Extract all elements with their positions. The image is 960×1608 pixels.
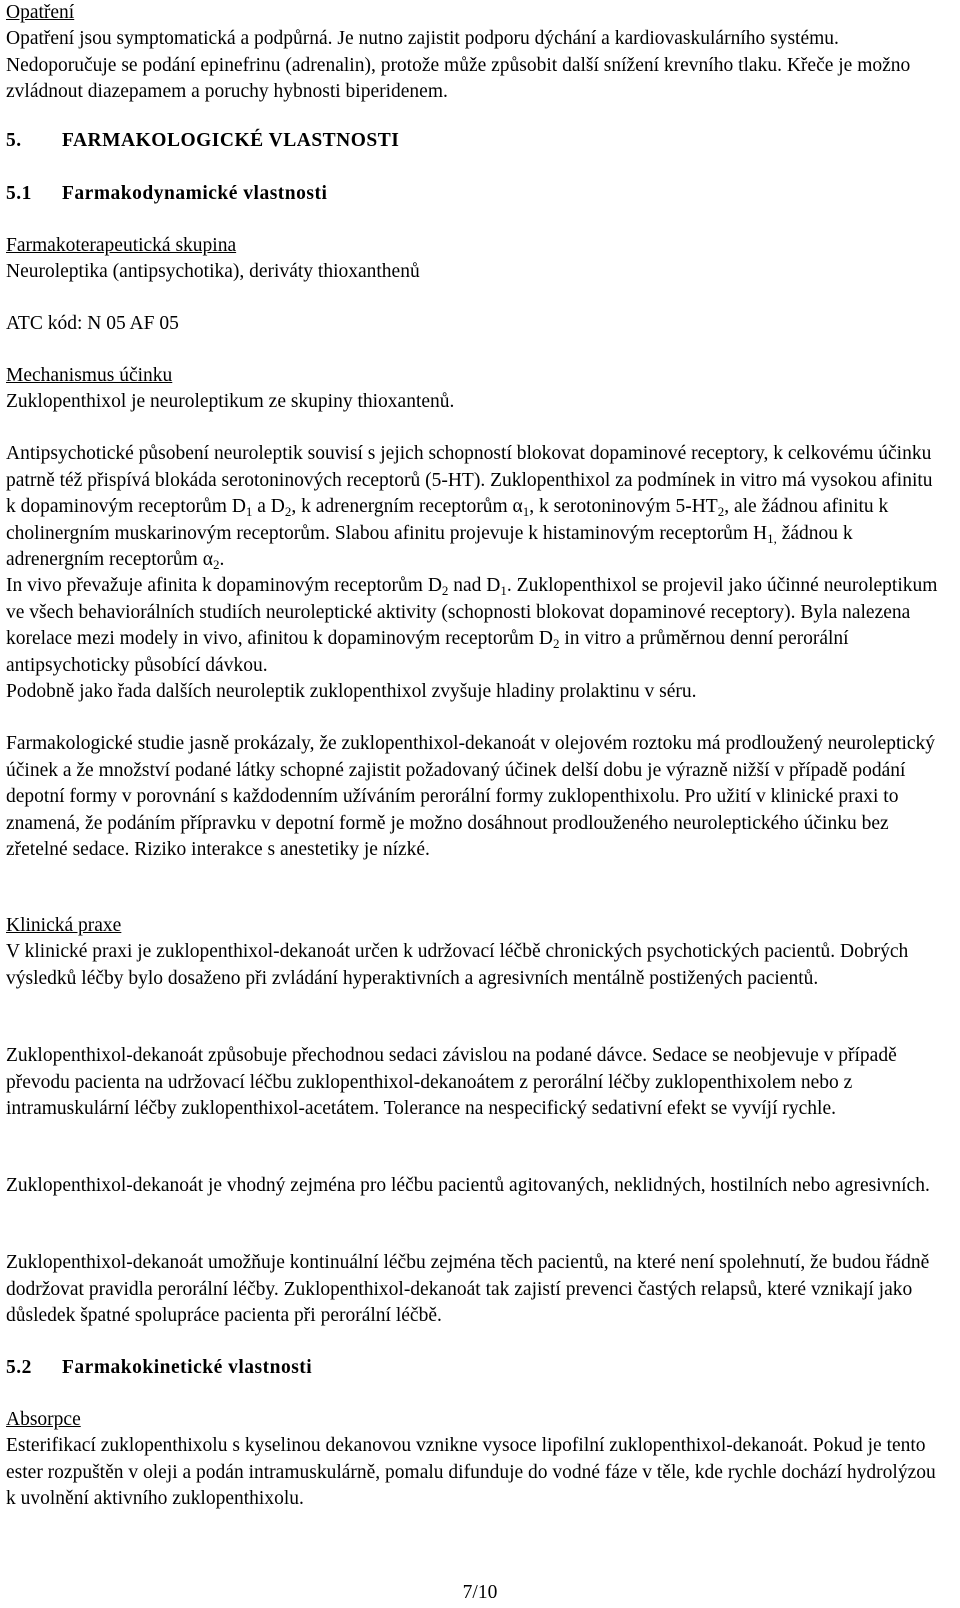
label-mechanismus-ucinku: Mechanismus účinku — [6, 365, 173, 386]
text-run: , k adrenergním receptorům α — [291, 496, 523, 517]
section-number: 5.1 — [6, 183, 32, 204]
atc-code: ATC kód: N 05 AF 05 — [6, 313, 179, 334]
section-heading-5-1 — [6, 181, 946, 208]
subscript: 1 — [245, 504, 253, 519]
paragraph-klinicka-praxe: V klinické praxi je zuklopenthixol-dekanoát určen k udržovací léčbě chronických psychotických pacientů. Dobrých výsledků léčby bylo dosaženo při zvládání hyperaktivních a agresivních mentálně postižených pacientů. — [6, 941, 909, 989]
text-run: , k serotoninovým 5-HT — [529, 496, 718, 517]
paragraph-sedace: Zuklopenthixol-dekanoát způsobuje přechodnou sedaci závislou na podané dávce. Sedace se neobjevuje v případě převodu pacienta na udržovací léčbu zuklopenthixol-dekanoátem z perorální léčby zuklopenthixolem nebo z intramuskulární léčby zuklopenthixol-acetátem. Tolerance na nespecifický sedativní efekt se vyvíjí rychle. — [6, 1045, 897, 1119]
text-run: in vitro a průměrnou denní perorální antipsychoticky působící dávkou. — [6, 628, 849, 676]
subscript: 2 — [552, 636, 560, 651]
page-number: 7/10 — [462, 1582, 498, 1603]
paragraph-in-vivo — [6, 573, 946, 706]
label-farmakoterapeuticka-skupina: Farmakoterapeutická skupina — [6, 235, 237, 256]
subscript: 2 — [441, 583, 449, 598]
subscript: 2 — [284, 504, 292, 519]
subscript: 2 — [212, 557, 220, 572]
text-run: žádnou k adrenergním receptorům α — [6, 522, 853, 570]
value-farmakoterapeuticka-skupina: Neuroleptika (antipsychotika), deriváty thioxanthenů — [6, 261, 420, 282]
paragraph-absorpce: Esterifikací zuklopenthixolu s kyselinou dekanovou vznikne vysoce lipofilní zuklopenthixol-dekanoát. Pokud je tento ester rozpuštěn v oleji a podán intramuskulárně, pomalu difunduje do vodné fáze v těle, kde rychle dochází hydrolýzou k uvolnění aktivního zuklopenthixolu. — [6, 1435, 936, 1509]
text-run: a D — [252, 496, 285, 517]
subscript: 1 — [522, 504, 530, 519]
text-run: Antipsychotické působení neuroleptik souvisí s jejich schopností blokovat dopaminové receptory, k celkovému účinku patrně též přispívá blokáda serotoninových receptorů (5-HT). Zuklopenthixol za podmínek in vitro má vysokou afinitu k dopaminovým receptorům D — [6, 443, 933, 517]
paragraph-vhodny: Zuklopenthixol-dekanoát je vhodný zejména pro léčbu pacientů agitovaných, neklidných, hostilních nebo agresivních. — [6, 1175, 930, 1196]
section-title: Farmakodynamické vlastnosti — [62, 183, 328, 204]
paragraph-antipsychoticke-pusobeni — [6, 441, 946, 574]
text-run: , ale žádnou afinitu k cholinergním muskarinovým receptorům. Slabou afinitu projevuje k histaminovým receptorům H — [6, 496, 889, 544]
section-heading-5-2 — [6, 1355, 946, 1382]
paragraph-farmakologicke-studie: Farmakologické studie jasně prokázaly, že zuklopenthixol-dekanoát v olejovém roztoku má prodloužený neuroleptický účinek a že množství podané látky schopné zajistit požadovaný účinek delší dobu je výrazně nižší v případě podání depotní formy v porovnání s každodenním užíváním perorální formy zuklopenthixolu. Pro užití v klinické praxi to znamená, že podáním přípravku v depotní formě je možno dosáhnout prodlouženého neuroleptického účinku bez zřetelné sedace. Riziko interakce s anestetiky je nízké. — [6, 733, 936, 860]
label-klinicka-praxe: Klinická praxe — [6, 915, 122, 936]
section-number: 5. — [6, 130, 22, 151]
subscript: 2 — [717, 504, 725, 519]
section-number: 5.2 — [6, 1357, 32, 1378]
label-absorpce: Absorpce — [6, 1409, 81, 1430]
subscript: 1 — [500, 583, 507, 598]
paragraph-mechanismus: Zuklopenthixol je neuroleptikum ze skupiny thioxantenů. — [6, 391, 455, 412]
section-title: FARMAKOLOGICKÉ VLASTNOSTI — [62, 130, 400, 151]
paragraph-umoznuje: Zuklopenthixol-dekanoát umožňuje kontinuální léčbu zejména těch pacientů, na které není spolehnutí, že budou řádně dodržovat pravidla perorální léčby. Zuklopenthixol-dekanoát tak zajistí prevenci častých relapsů, které vznikají jako důsledek špatné spolupráce pacienta při perorální léčbě. — [6, 1252, 930, 1326]
text-run: In vivo převažuje afinita k dopaminovým receptorům D — [6, 575, 442, 596]
text-run: Podobně jako řada dalších neuroleptik zuklopenthixol zvyšuje hladiny prolaktinu v séru. — [6, 681, 697, 702]
section-title: Farmakokinetické vlastnosti — [62, 1357, 313, 1378]
text-run: nad D — [448, 575, 501, 596]
subscript: 1, — [767, 530, 777, 546]
paragraph-opatreni: Opatření jsou symptomatická a podpůrná. Je nutno zajistit podporu dýchání a kardiovaskulárního systému. Nedoporučuje se podání epinefrinu (adrenalin), protože může způsobit další snížení krevního tlaku. Křeče je možno zvládnout diazepamem a poruchy hybnosti biperidenem. — [6, 28, 911, 102]
heading-opatreni: Opatření — [6, 2, 75, 23]
text-run: . Zuklopenthixol se projevil jako účinné neuroleptikum ve všech behaviorálních studiích neuroleptické aktivity (schopnosti blokovat dopaminové receptory). Byla nalezena korelace mezi modely in vivo, afinitou k dopaminovým receptorům D — [6, 575, 938, 649]
text-run: . — [219, 549, 225, 570]
section-heading-5 — [6, 128, 946, 155]
